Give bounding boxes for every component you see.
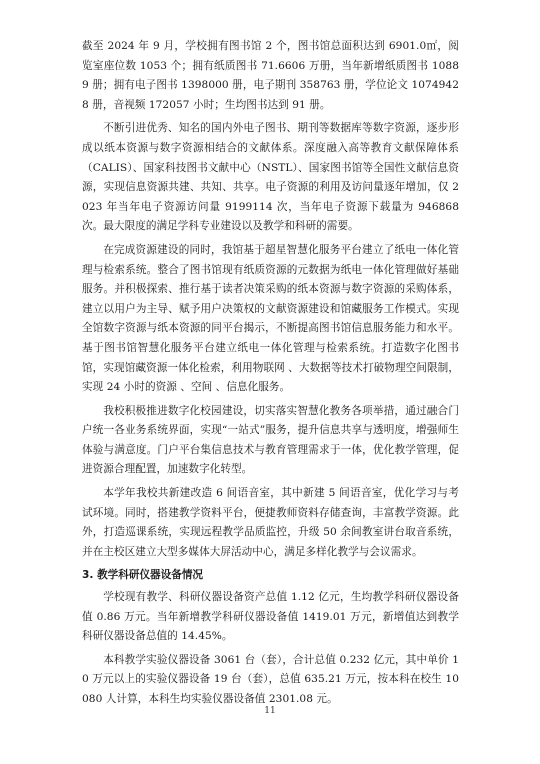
section-heading: 3. 教学科研仪器设备情况 xyxy=(82,569,204,582)
paragraph-equipment-value: 学校现有教学、科研仪器设备资产总值 1.12 亿元，生均教学科研仪器设备值 0.86 万元。当年新增教学科研仪器设备值 1419.01 万元，新增值达到教学科研仪器设备总值的 14.45%。 xyxy=(82,591,459,643)
paragraph-language-labs: 本学年我校共新建改造 6 间语音室，其中新建 5 间语音室，优化学习与考试环境。同时，搭建教学资料平台，便捷教师资料存储查询，丰富教学资源。此外，打造巡课系统，实现远程教学品质监控，升级 50 余间教室讲台取音系统，并在主校区建立大型多媒体大屏活动中心，满足多样化教学与会议需求。 xyxy=(82,487,459,558)
paragraph-digital-campus: 我校积极推进数字化校园建设，切实落实智慧化教务各项举措，通过融合门户统一各业务系统界面，实现“一站式”服务，提升信息共享与透明度，增强师生体验与满意度。门户平台集信息技术与教育管理需求于一体，优化教学管理，促进资源合理配置，加速数字化转型。 xyxy=(82,404,459,476)
paragraph-smart-library: 在完成资源建设的同时，我馆基于超星智慧化服务平台建立了纸电一体化管理与检索系统。整合了图书馆现有纸质资源的元数据为纸电一体化管理做好基础服务。并积极探索、推行基于读者决策采购的纸本资源与数字资源的采购体系，建立以用户为主导、赋予用户决策权的文献资源建设和馆藏服务工作模式。实现全馆数字资源与纸本资源的同平台揭示，不断提高图书馆信息服务能力和水平。基于图书馆智慧化服务平台建立纸电一体化管理与检索系统。打造数字化图书馆，实现馆藏资源一体化检索，利用物联网 、大数据等技术打破物理空间限制，实现 24 小时的资源 、空间 、信息化服务。 xyxy=(82,243,459,394)
paragraph-library-stats: 截至 2024 年 9 月，学校拥有图书馆 2 个，图书馆总面积达到 6901.0㎡，阅览室座位数 1053 个；拥有纸质图书 71.6606 万册，当年新增纸质图书 10889 册；拥有电子图书 1398000 册，电子期刊 358763 册，学位论文 10749428 册，音视频 172057 小时；生均图书达到 91 册。 xyxy=(82,40,459,111)
paragraph-digital-resources: 不断引进优秀、知名的国内外电子图书、期刊等数据库等数字资源，逐步形成以纸本资源与数字资源相结合的文献体系。深度融入高等教育文献保障体系（CALIS）、国家科技图书文献中心（NSTL）、国家图书馆等全国性文献信息资源，实现信息资源共建、共知、共享。电子资源的利用及访问量逐年增加，仅 2023 年当年电子资源访问量 9199114 次，当年电子资源下载量为 946868 次。最大限度的满足学科专业建设以及教学和科研的需要。 xyxy=(82,122,459,233)
page-number: 11 xyxy=(264,706,276,716)
paragraph-lab-equipment: 本科教学实验仪器设备 3061 台（套），合计总值 0.232 亿元，其中单价 10 万元以上的实验仪器设备 19 台（套），总值 635.21 万元，按本科在校生 10080 人计算，本科生均实验仪器设备值 2301.08 元。 xyxy=(82,653,459,705)
page-content xyxy=(82,37,459,714)
